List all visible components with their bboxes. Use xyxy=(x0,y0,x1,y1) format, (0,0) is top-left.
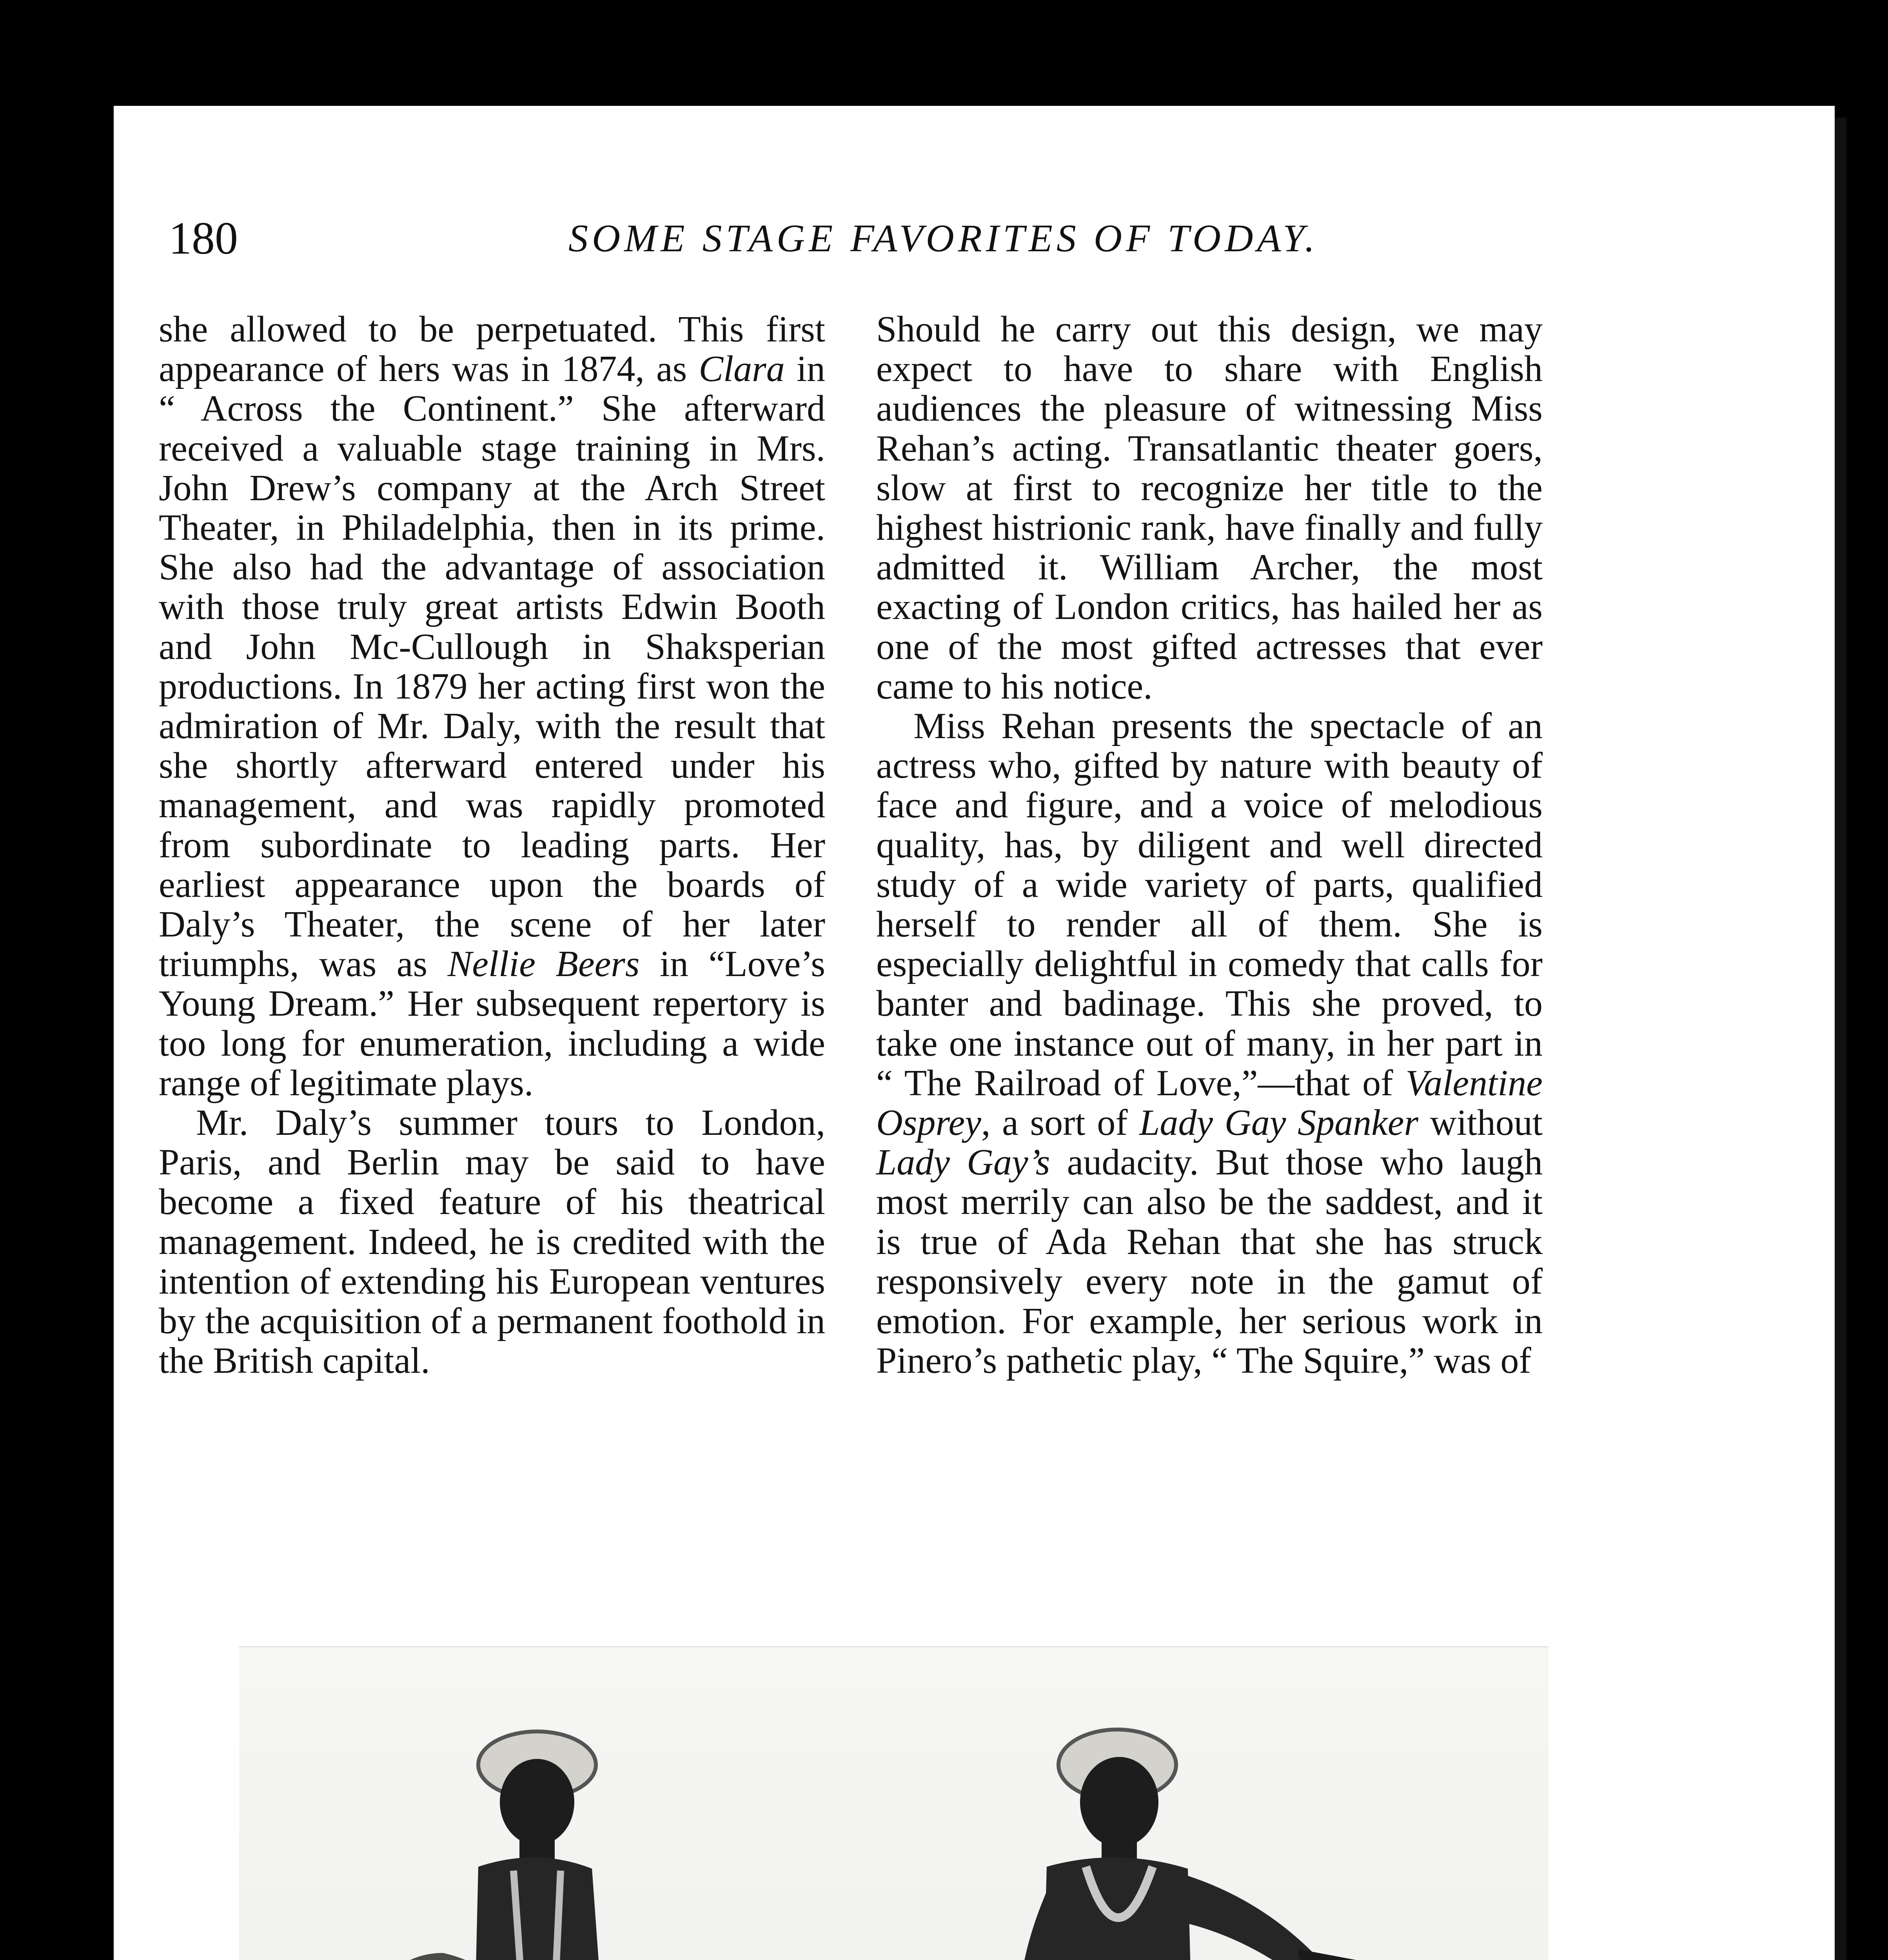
paragraph: Should he carry out this design, we may expect to have to share with English audiences the pleasure of witnessing Miss Rehan’s acting. Transatlantic theater goers, slow at first to recognize her title to the highest histrionic rank, have finally and fully admitted it. William Archer, the most exacting of London critics, has hailed her as one of the most gifted actresses that ever came to his notice. xyxy=(876,309,1543,707)
text-column-left xyxy=(159,310,825,1381)
photograph xyxy=(239,1646,1549,1960)
adjacent-page-edge xyxy=(1835,118,1846,1960)
text-column-right xyxy=(876,310,1543,1381)
paragraph: Mr. Daly’s summer tours to London, Paris, and Berlin may be said to have become a fixed feature of his theatrical management. Indeed, he is credited with the intention of extending his European ventures by the acquisition of a permanent foothold in the British capital. xyxy=(159,1102,825,1381)
photograph-image xyxy=(239,1647,1549,1960)
running-head: SOME STAGE FAVORITES OF TODAY. xyxy=(568,216,1319,260)
paragraph: she allowed to be perpetuated. This first appearance of hers was in 1874, as Clara in “ Across the Continent.” She afterward received a valuable stage training in Mrs. John Drew’s company at the Arch Street Theater, in Philadelphia, then in its prime. She also had the advantage of association with those truly great artists Edwin Booth and John Mc-Cullough in Shaksperian productions. In 1879 her acting first won the admiration of Mr. Daly, with the result that she shortly afterward entered under his management, and was rapidly promoted from subordinate to leading parts. Her earliest appearance upon the boards of Daly’s Theater, the scene of her later triumphs, was as Nellie Beers in “Love’s Young Dream.” Her subsequent repertory is too long for enumeration, including a wide range of legitimate plays. xyxy=(159,309,825,1103)
paragraph: Miss Rehan presents the spectacle of an actress who, gifted by nature with beauty of face and figure, and a voice of melodious quality, has, by diligent and well directed study of a wide variety of parts, qualified herself to render all of them. She is especially delightful in comedy that calls for banter and badinage. This she proved, to take one instance out of many, in her part in “ The Railroad of Love,”—that of Valentine Osprey, a sort of Lady Gay Spanker without Lady Gay’s audacity. But those who laugh most merrily can also be the saddest, and it is true of Ada Rehan that she has struck responsively every note in the gamut of emotion. For example, her serious work in Pinero’s pathetic play, “ The Squire,” was of xyxy=(876,706,1543,1381)
page-number: 180 xyxy=(169,212,238,264)
